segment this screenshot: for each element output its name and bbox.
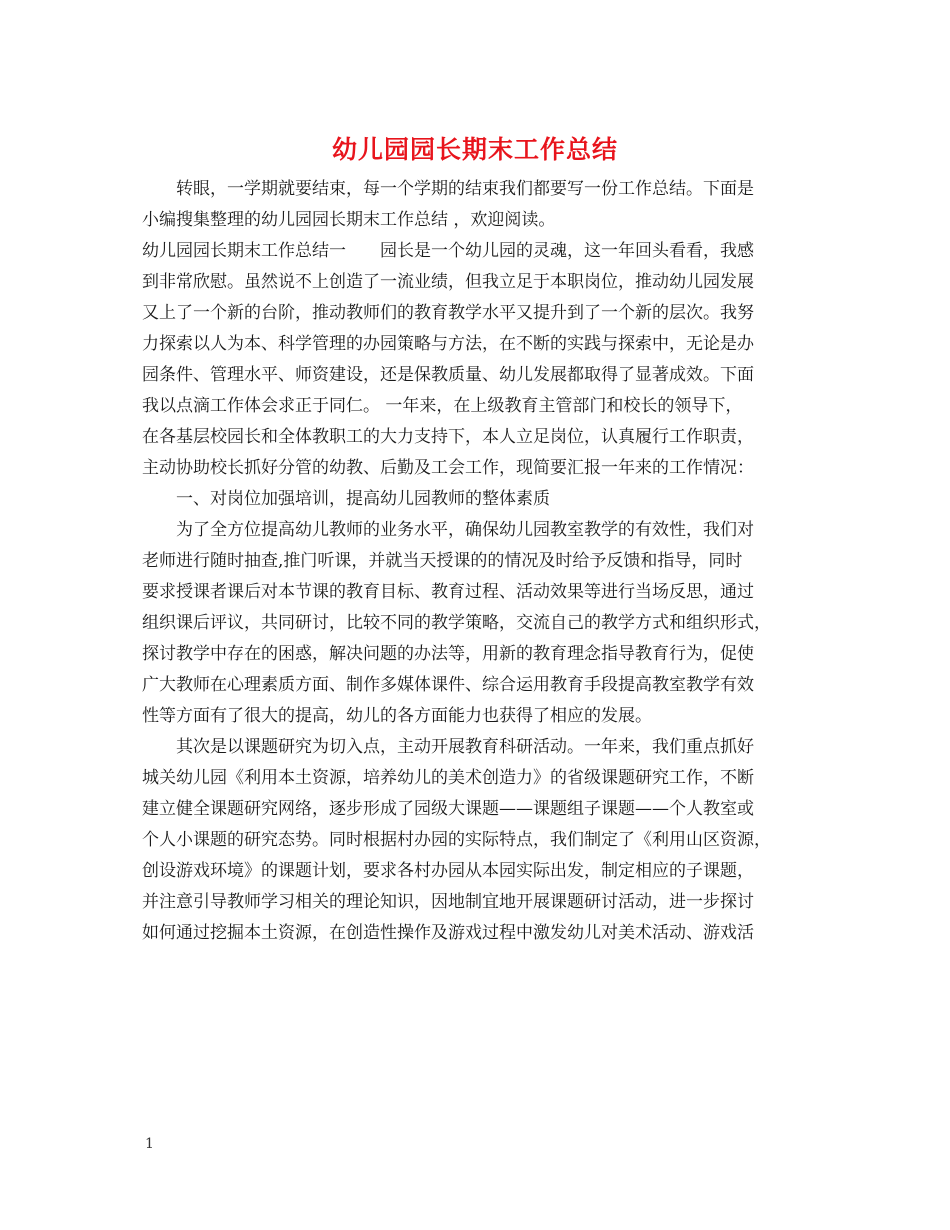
body-line: 幼儿园园长期末工作总结一 园长是一个幼儿园的灵魂，这一年回头看看，我感 <box>142 241 754 261</box>
body-line: 转眼，一学期就要结束，每一个学期的结束我们都要写一份工作总结。下面是 <box>142 179 754 199</box>
document-title: 幼儿园园长期末工作总结 <box>331 135 618 164</box>
body-line: 到非常欣慰。虽然说不上创造了一流业绩，但我立足于本职岗位，推动幼儿园发展 <box>142 272 754 292</box>
section-heading: 一、对岗位加强培训，提高幼儿园教师的整体素质 <box>142 489 550 509</box>
body-line: 探讨教学中存在的困惑，解决问题的办法等，用新的教育理念指导教育行为，促使 <box>142 644 754 664</box>
body-line: 主动协助校长抓好分管的幼教、后勤及工会工作，现简要汇报一年来的工作情况： <box>142 458 754 478</box>
body-line: 老师进行随时抽查,推门听课，并就当天授课的的情况及时给予反馈和指导，同时 <box>142 551 743 571</box>
body-line: 创设游戏环境》的课题计划，要求各村办园从本园实际出发，制定相应的子课题， <box>142 861 754 881</box>
body-line: 园条件、管理水平、师资建设，还是保教质量、幼儿发展都取得了显著成效。下面 <box>142 365 754 385</box>
body-line: 在各基层校园长和全体教职工的大力支持下，本人立足岗位，认真履行工作职责， <box>142 427 754 447</box>
body-line: 组织课后评议，共同研讨，比较不同的教学策略，交流自己的教学方式和组织形式， <box>142 613 771 633</box>
body-line: 建立健全课题研究网络，逐步形成了园级大课题——课题组子课题——个人教室或 <box>142 799 754 819</box>
document-body <box>142 174 810 949</box>
body-line: 并注意引导教师学习相关的理论知识，因地制宜地开展课题研讨活动，进一步探讨 <box>142 892 754 912</box>
body-line: 城关幼儿园《利用本土资源，培养幼儿的美术创造力》的省级课题研究工作，不断 <box>142 768 754 788</box>
body-line: 又上了一个新的台阶，推动教师们的教育教学水平又提升到了一个新的层次。我努 <box>142 303 754 323</box>
body-line: 如何通过挖掘本土资源，在创造性操作及游戏过程中激发幼儿对美术活动、游戏活 <box>142 923 754 943</box>
body-line: 力探索以人为本、科学管理的办园策略与方法，在不断的实践与探索中，无论是办 <box>142 334 754 354</box>
body-line: 为了全方位提高幼儿教师的业务水平，确保幼儿园教室教学的有效性，我们对 <box>142 520 754 540</box>
body-line: 性等方面有了很大的提高，幼儿的各方面能力也获得了相应的发展。 <box>142 706 652 726</box>
body-line: 小编搜集整理的幼儿园园长期末工作总结 ，欢迎阅读。 <box>142 210 556 230</box>
body-line: 我以点滴工作体会求正于同仁。 一年来，在上级教育主管部门和校长的领导下， <box>142 396 743 416</box>
page-number: 1 <box>145 1136 154 1152</box>
body-line: 其次是以课题研究为切入点，主动开展教育科研活动。一年来，我们重点抓好 <box>142 737 754 757</box>
body-line: 要求授课者课后对本节课的教育目标、教育过程、活动效果等进行当场反思，通过 <box>142 582 754 602</box>
body-line: 广大教师在心理素质方面、制作多媒体课件、综合运用教育手段提高教室教学有效 <box>142 675 754 695</box>
body-line: 个人小课题的研究态势。同时根据村办园的实际特点，我们制定了《利用山区资源， <box>142 830 771 850</box>
